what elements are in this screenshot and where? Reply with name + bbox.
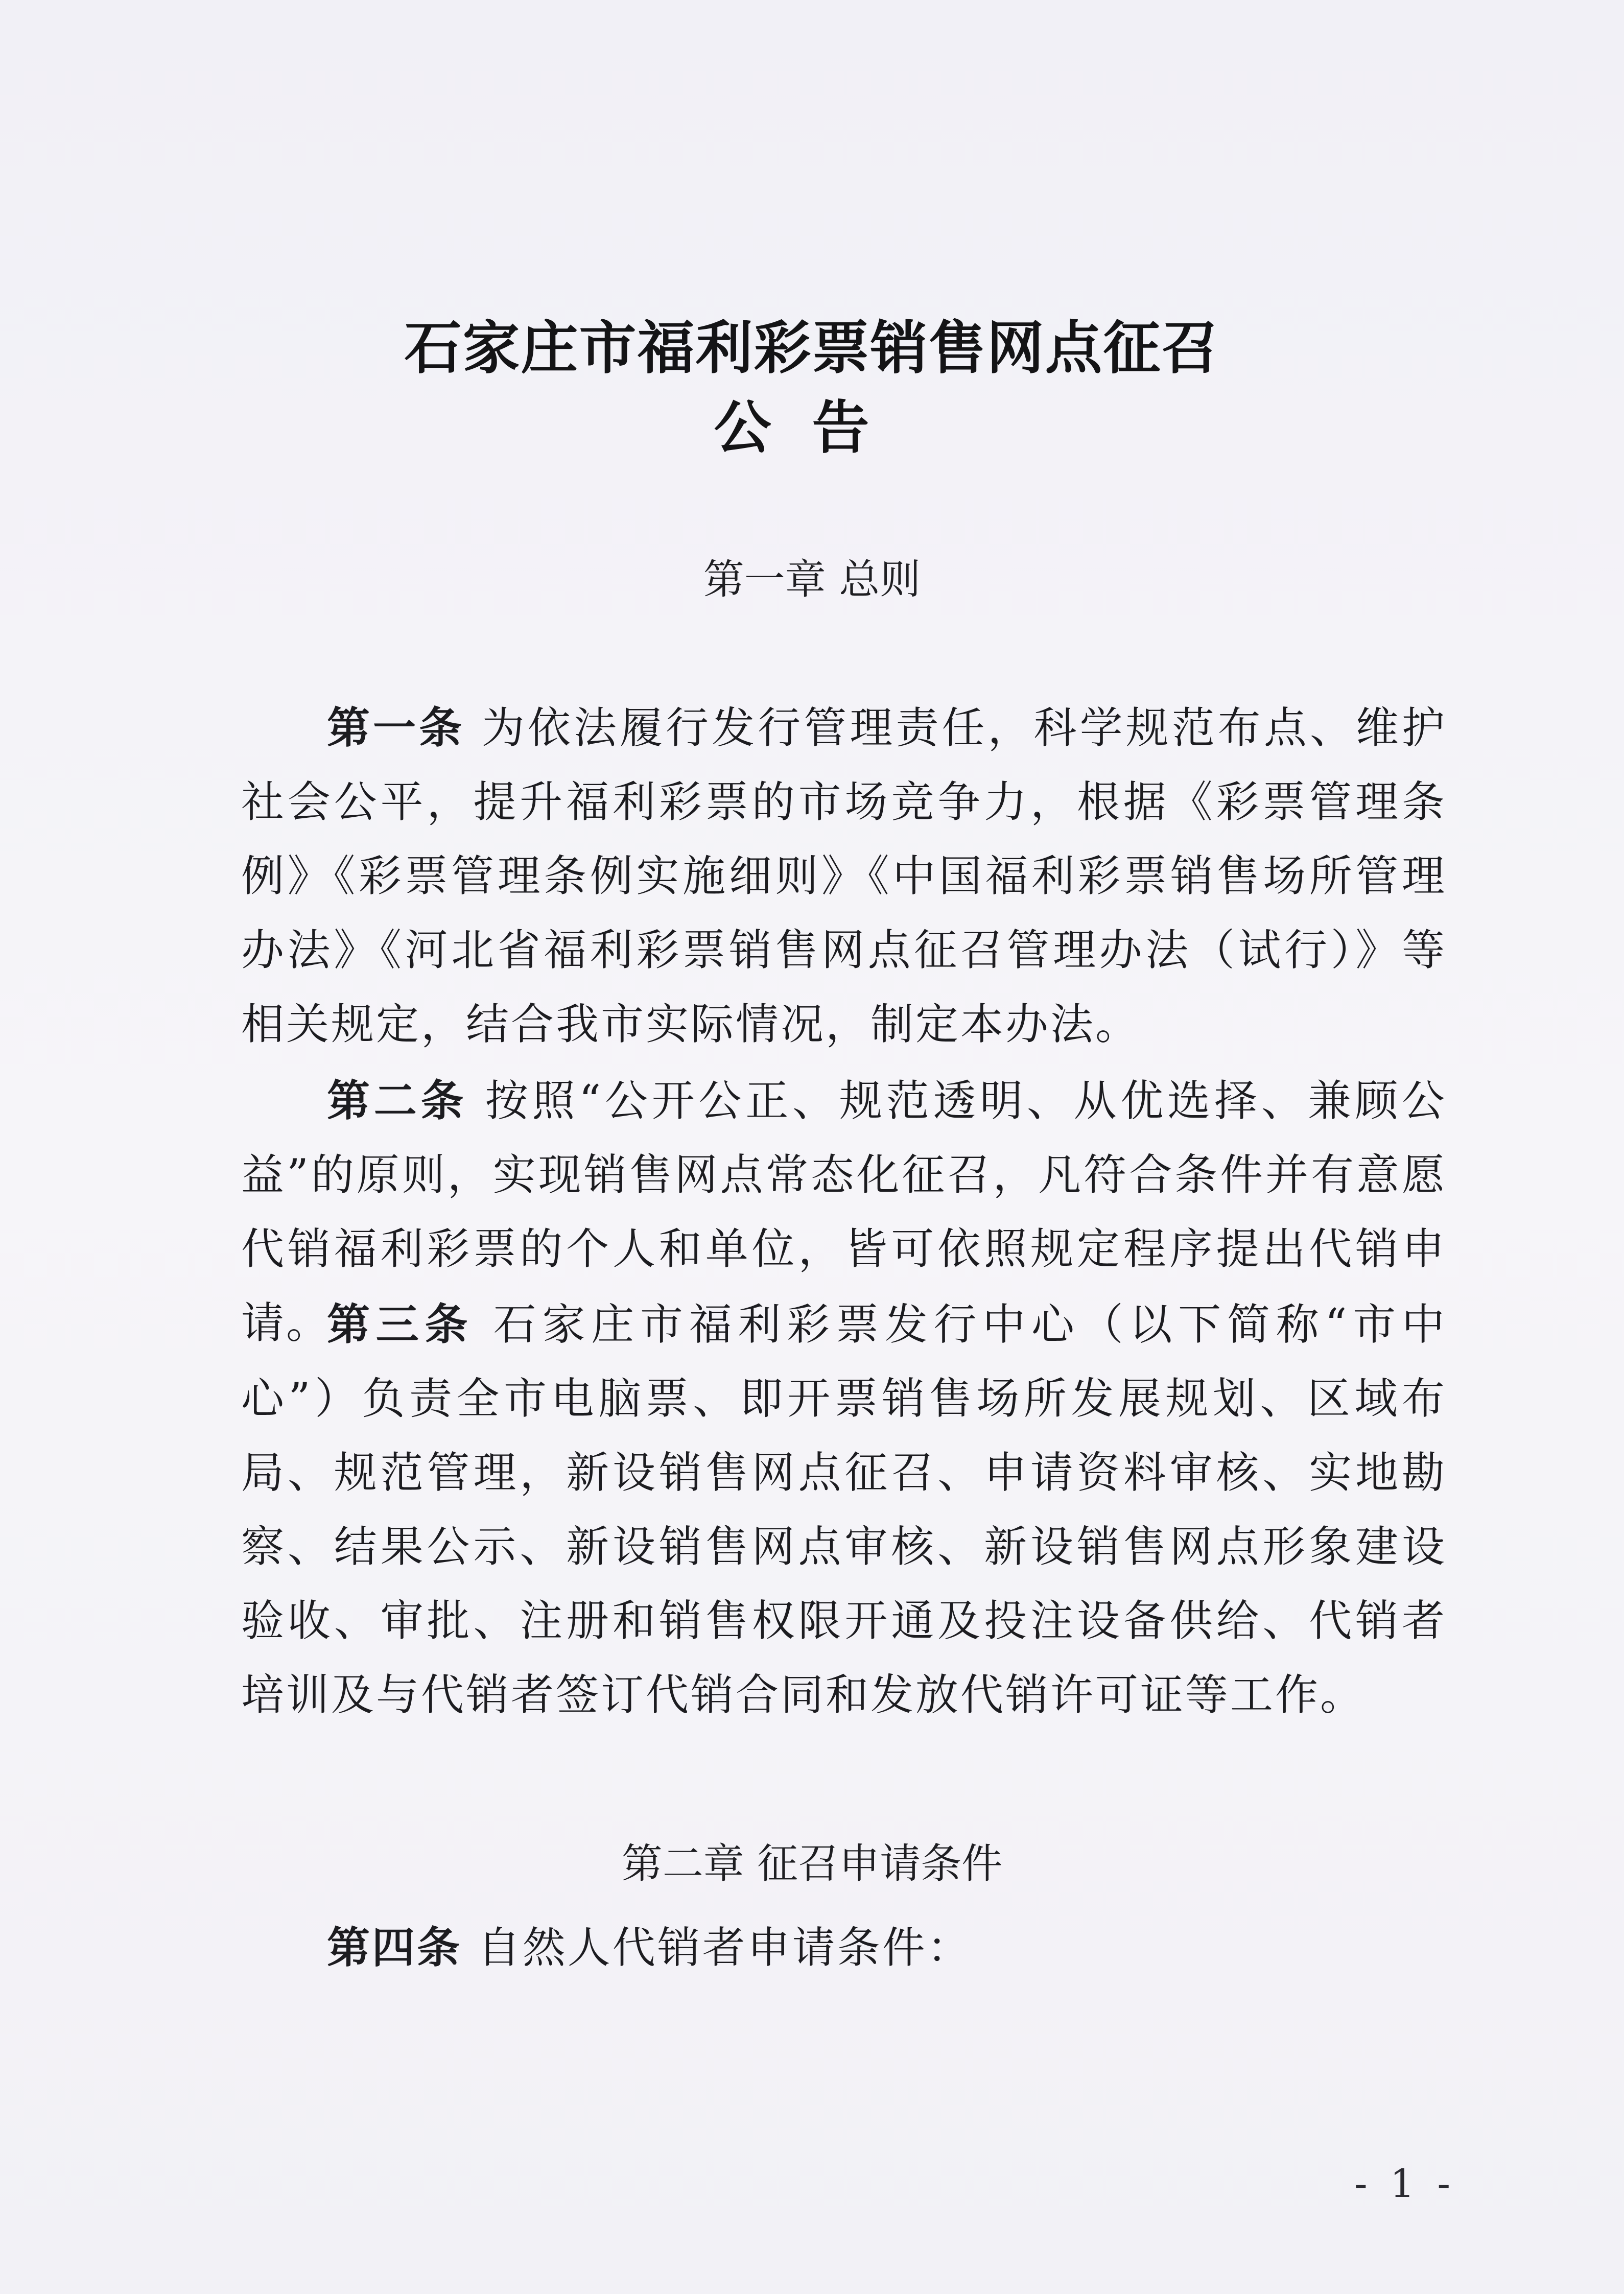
document-title-line1: 石家庄市福利彩票销售网点征召 <box>404 315 1220 382</box>
article-1-text: 为依法履行发行管理责任，科学规范布点、维护社会公平，提升福利彩票的市场竞争力，根据《彩票管理条例》《彩票管理条例实施细则》《中国福利彩票销售场所管理办法》《河北省福利彩票销售网点征召管理办法（试行）》等相关规定，结合我市实际情况，制定本办法。 <box>241 703 1447 1049</box>
article-4 <box>241 1910 1447 1985</box>
chapter-heading-2: 第二章 征召申请条件 <box>621 1840 1003 1887</box>
article-1 <box>241 691 1447 1061</box>
page-number: - 1 - <box>1354 2161 1456 2206</box>
document-title-line2: 公告 <box>714 395 910 461</box>
article-2-lead: 第二条 <box>327 1075 468 1126</box>
chapter-heading-1: 第一章 总则 <box>703 556 921 603</box>
article-4-lead: 第四条 <box>327 1922 462 1973</box>
article-3-lead: 第三条 <box>327 1299 474 1350</box>
article-3 <box>241 1287 1447 1732</box>
article-3-text: 石家庄市福利彩票发行中心（以下简称“市中心”）负责全市电脑票、即开票销售场所发展规划、区域布局、规范管理，新设销售网点征召、申请资料审核、实地勘察、结果公示、新设销售网点审核、新设销售网点形象建设验收、审批、注册和销售权限开通及投注设备供给、代销者培训及与代销者签订代销合同和发放代销许可证等工作。 <box>241 1299 1447 1720</box>
article-1-lead: 第一条 <box>327 702 465 753</box>
article-4-text: 自然人代销者申请条件： <box>462 1923 972 1973</box>
article-2-text: 按照“公开公正、规范透明、从优选择、兼顾公益”的原则，实现销售网点常态化征召，凡符合条件并有意愿代销福利彩票的个人和单位，皆可依照规定程序提出代销申请。 <box>241 1076 1447 1348</box>
